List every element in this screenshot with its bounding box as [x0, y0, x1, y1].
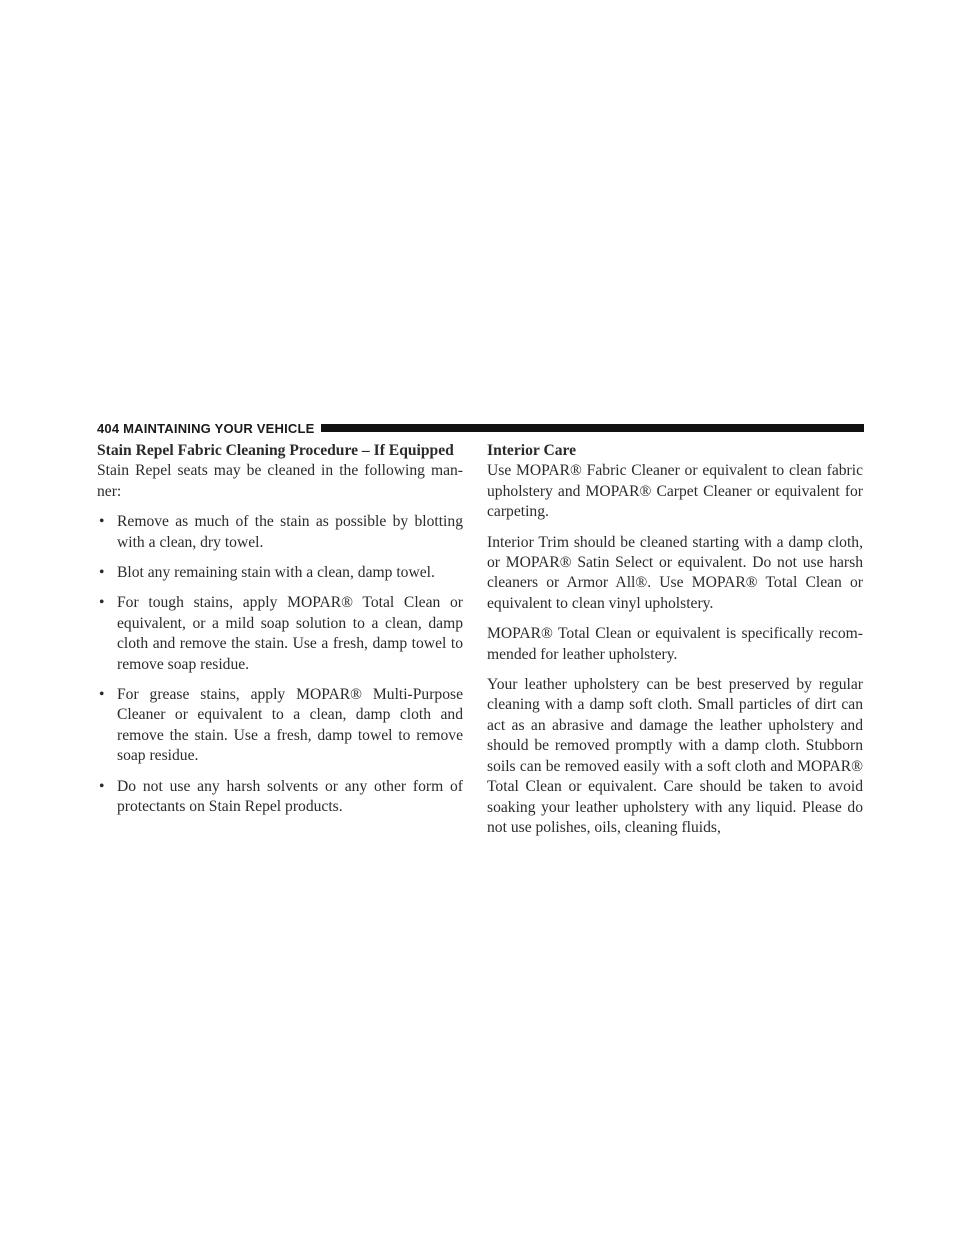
page-header-text: 404 MAINTAINING YOUR VEHICLE — [97, 420, 315, 436]
paragraph-leather-care: Your leather upholstery can be best preserved by regular cleaning with a damp soft cloth. Small particles of dirt can act as an abrasive and damage the leather upholstery and should be removed promptly with a damp cloth. Stubborn soils can be removed easily with a soft cloth and MOPAR® Total Clean or equivalent. Care should be taken to avoid soaking your leather upholstery with any liquid. Please do not use polishes, oils, cleaning fluids, — [487, 676, 863, 836]
bullet-icon: • — [99, 513, 105, 531]
paragraph-leather-cleaner: MOPAR® Total Clean or equivalent is specifically recom-mended for leather upholstery. — [487, 625, 863, 663]
stain-repel-steps — [97, 512, 463, 817]
bullet-icon: • — [99, 777, 105, 795]
list-item — [97, 777, 463, 818]
page-header — [97, 418, 864, 438]
list-item-text: Remove as much of the stain as possible by blotting with a clean, dry towel. — [117, 513, 463, 551]
list-item — [97, 512, 463, 553]
stain-repel-intro: Stain Repel seats may be cleaned in the following man-ner: — [97, 462, 463, 500]
interior-care-heading: Interior Care — [487, 442, 577, 459]
left-column — [97, 441, 463, 828]
bullet-icon: • — [99, 594, 105, 612]
list-item-text: For tough stains, apply MOPAR® Total Clean or equivalent, or a mild soap solution to a clean, damp cloth and remove the stain. Use a fresh, damp towel to remove soap residue. — [117, 594, 463, 673]
right-column — [487, 441, 863, 848]
bullet-icon: • — [99, 564, 105, 582]
list-item — [97, 563, 463, 583]
paragraph-fabric: Use MOPAR® Fabric Cleaner or equivalent to clean fabric upholstery and MOPAR® Carpet Cleaner or equivalent for carpeting. — [487, 462, 863, 521]
list-item-text: Do not use any harsh solvents or any other form of protectants on Stain Repel products. — [117, 777, 463, 816]
list-item-text: Blot any remaining stain with a clean, damp towel. — [117, 564, 435, 582]
bullet-icon: • — [99, 686, 105, 704]
list-item — [97, 593, 463, 675]
list-item — [97, 685, 463, 767]
stain-repel-heading: Stain Repel Fabric Cleaning Procedure – If Equipped — [97, 442, 454, 459]
paragraph-trim: Interior Trim should be cleaned starting with a damp cloth, or MOPAR® Satin Select or equivalent. Do not use harsh cleaners or Armor All®. Use MOPAR® Total Clean or equivalent to clean vinyl upholstery. — [487, 533, 863, 612]
list-item-text: For grease stains, apply MOPAR® Multi-Purpose Cleaner or equivalent to a clean, damp cloth and remove the stain. Use a fresh, damp towel to remove soap residue. — [117, 686, 463, 765]
header-rule — [321, 424, 865, 432]
